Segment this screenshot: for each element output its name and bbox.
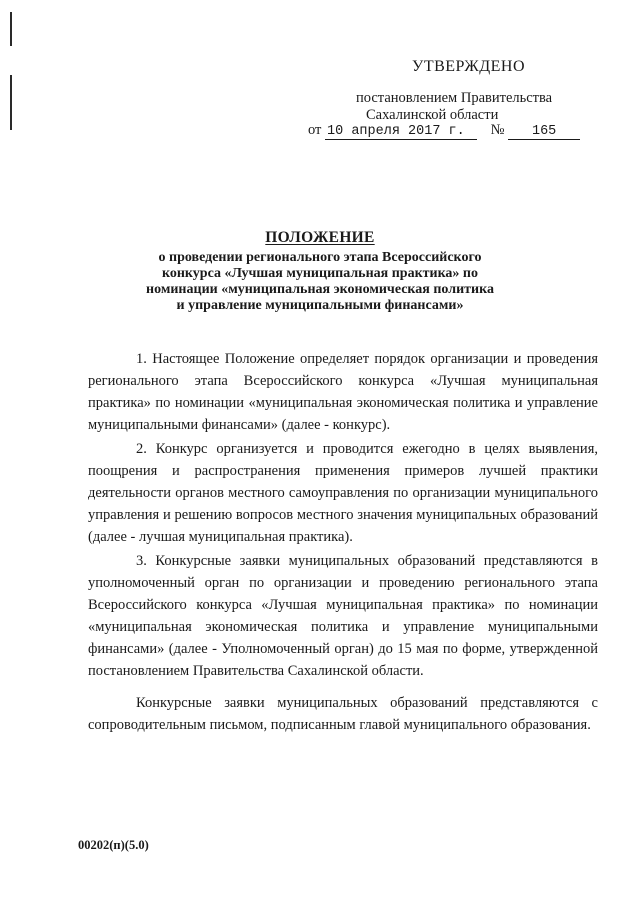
approved-label: УТВЕРЖДЕНО (412, 58, 526, 75)
document-title-block (60, 230, 580, 314)
title-line-1: о проведении регионального этапа Всероссийского (158, 250, 482, 265)
paragraph-2: 2. Конкурс организуется и проводится ежегодно в целях выявления, поощрения и распространения применения примеров лучшей практики деятельности органов местного самоуправления по организации муниципального управления и решению вопросов местного значения муниципальных образований (далее - лучшая муниципальная практика). (88, 441, 598, 545)
approval-line-1: постановлением Правительства (356, 90, 553, 106)
approval-number (508, 124, 580, 140)
margin-mark-middle (10, 75, 12, 130)
approval-date (325, 124, 477, 140)
footer-code: 00202(п)(5.0) (78, 838, 149, 852)
document-body (88, 348, 598, 738)
paragraph-4: Конкурсные заявки муниципальных образований представляются с сопроводительным письмом, подписанным главой муниципального образования. (88, 695, 598, 733)
number-label: № (490, 122, 505, 138)
title-line-4: и управление муниципальными финансами» (176, 298, 464, 313)
title-line-3: номинации «муниципальная экономическая политика (146, 282, 494, 297)
date-prefix: от (308, 122, 322, 138)
approval-date-value: 10 апреля 2017 г. (327, 124, 465, 139)
paragraph-1: 1. Настоящее Положение определяет порядок организации и проведения регионального этапа Всероссийского конкурса «Лучшая муниципальная практика» по номинации «муниципальная экономическая политика и управление муниципальными финансами» (далее - конкурс). (88, 351, 598, 433)
document-heading: ПОЛОЖЕНИЕ (265, 229, 375, 246)
margin-mark-top (10, 12, 12, 46)
approval-line-2: Сахалинской области (366, 107, 499, 123)
paragraph-3: 3. Конкурсные заявки муниципальных образований представляются в уполномоченный орган по организации и проведению регионального этапа Всероссийского конкурса «Лучшая муниципальная практика» по номинации «муниципальная экономическая политика и управление муниципальными финансами» (далее - Уполномоченный орган) до 15 мая по форме, утвержденной постановлением Правительства Сахалинской области. (88, 553, 598, 679)
title-line-2: конкурса «Лучшая муниципальная практика» по (161, 266, 479, 281)
approval-number-value: 165 (531, 124, 557, 139)
approval-date-line (308, 122, 580, 140)
